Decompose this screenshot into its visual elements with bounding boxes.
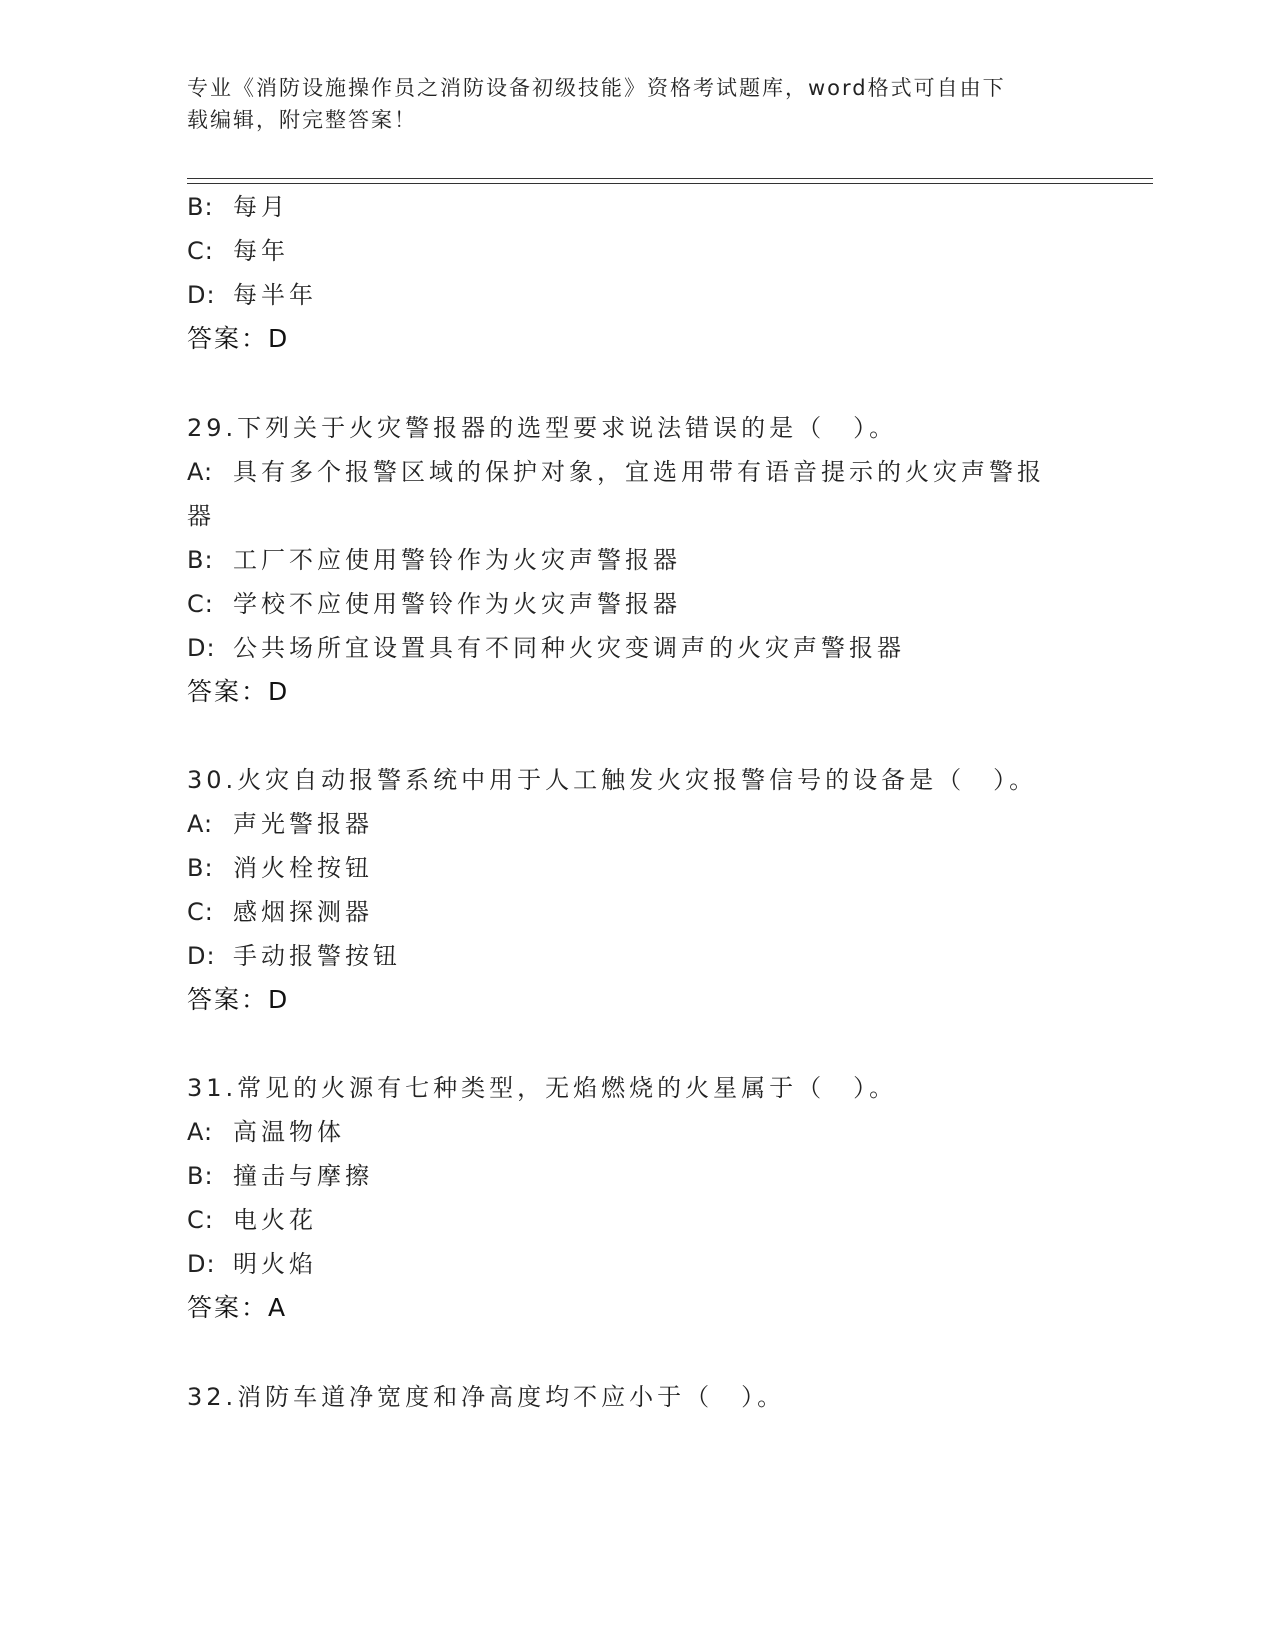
q30-answer: 答案：D bbox=[187, 985, 290, 1014]
option-key: D: bbox=[187, 634, 216, 662]
header-divider-top bbox=[187, 178, 1153, 179]
prev-answer: 答案：D bbox=[187, 324, 290, 353]
q32-stem: 32.消防车道净宽度和净高度均不应小于（ ）。 bbox=[187, 1383, 786, 1411]
option-text: 手动报警按钮 bbox=[233, 942, 401, 970]
q29-stem: 29.下列关于火灾警报器的选型要求说法错误的是（ ）。 bbox=[187, 414, 898, 442]
option-text: 公共场所宜设置具有不同种火灾变调声的火灾声警报器 bbox=[233, 634, 905, 662]
q29-answer: 答案：D bbox=[187, 677, 290, 706]
option-text: 器 bbox=[187, 502, 215, 530]
option-key: D: bbox=[187, 1250, 216, 1278]
prev-option-d bbox=[187, 279, 317, 311]
option-key: B: bbox=[187, 193, 214, 221]
option-text: 撞击与摩擦 bbox=[233, 1162, 373, 1190]
option-key: B: bbox=[187, 546, 214, 574]
option-key: B: bbox=[187, 854, 214, 882]
q30-stem: 30.火灾自动报警系统中用于人工触发火灾报警信号的设备是（ ）。 bbox=[187, 766, 1038, 794]
option-text: 消火栓按钮 bbox=[233, 854, 373, 882]
option-key: A: bbox=[187, 810, 214, 838]
option-text: 学校不应使用警铃作为火灾声警报器 bbox=[233, 590, 681, 618]
prev-option-c bbox=[187, 235, 289, 267]
document-header bbox=[187, 72, 1067, 136]
q31-answer: 答案：A bbox=[187, 1293, 288, 1322]
q29-option-a bbox=[187, 456, 1045, 488]
option-text: 感烟探测器 bbox=[233, 898, 373, 926]
option-key: C: bbox=[187, 898, 214, 926]
option-key: D: bbox=[187, 281, 216, 309]
option-key: C: bbox=[187, 590, 214, 618]
q30-option-a bbox=[187, 808, 373, 840]
option-text: 明火焰 bbox=[233, 1250, 317, 1278]
q31-option-d bbox=[187, 1248, 317, 1280]
q29-option-a-wrap bbox=[187, 500, 215, 532]
option-text: 每月 bbox=[233, 193, 289, 221]
q29-option-d bbox=[187, 632, 905, 664]
option-text: 高温物体 bbox=[233, 1118, 345, 1146]
option-key: C: bbox=[187, 1206, 214, 1234]
option-text: 电火花 bbox=[233, 1206, 317, 1234]
option-key: C: bbox=[187, 237, 214, 265]
option-key: D: bbox=[187, 942, 216, 970]
option-text: 每半年 bbox=[233, 281, 317, 309]
option-text: 工厂不应使用警铃作为火灾声警报器 bbox=[233, 546, 681, 574]
q31-option-a bbox=[187, 1116, 345, 1148]
header-line-1: 专业《消防设施操作员之消防设备初级技能》资格考试题库，word格式可自由下 bbox=[187, 76, 1006, 100]
option-text: 每年 bbox=[233, 237, 289, 265]
header-line-2: 载编辑，附完整答案！ bbox=[187, 108, 417, 132]
q29-option-c bbox=[187, 588, 681, 620]
prev-option-b bbox=[187, 191, 289, 223]
q30-option-c bbox=[187, 896, 373, 928]
option-key: B: bbox=[187, 1162, 214, 1190]
option-text: 声光警报器 bbox=[233, 810, 373, 838]
header-divider-bottom bbox=[187, 183, 1153, 184]
q31-option-c bbox=[187, 1204, 317, 1236]
q30-option-d bbox=[187, 940, 401, 972]
option-text: 具有多个报警区域的保护对象，宜选用带有语音提示的火灾声警报 bbox=[233, 458, 1045, 486]
q29-option-b bbox=[187, 544, 681, 576]
option-key: A: bbox=[187, 1118, 214, 1146]
q30-option-b bbox=[187, 852, 373, 884]
option-key: A: bbox=[187, 458, 214, 486]
q31-stem: 31.常见的火源有七种类型，无焰燃烧的火星属于（ ）。 bbox=[187, 1074, 898, 1102]
q31-option-b bbox=[187, 1160, 373, 1192]
